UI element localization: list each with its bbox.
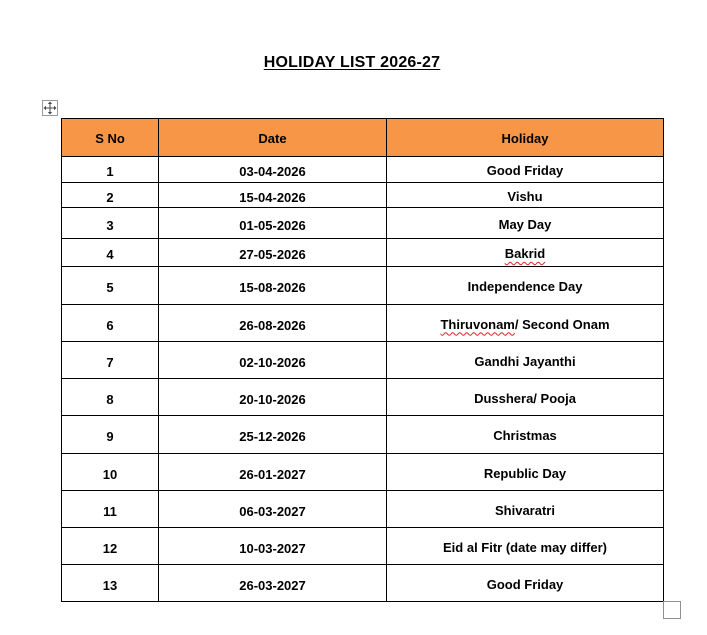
cell-date: 02-10-2026 bbox=[159, 342, 387, 379]
holiday-table bbox=[61, 118, 664, 602]
cell-sno: 12 bbox=[62, 528, 159, 565]
cell-date: 03-04-2026 bbox=[159, 157, 387, 183]
column-header-sno: S No bbox=[62, 119, 159, 157]
cell-holiday: Eid al Fitr (date may differ) bbox=[387, 528, 664, 565]
table-row bbox=[62, 183, 664, 208]
cell-date: 20-10-2026 bbox=[159, 379, 387, 416]
cell-sno: 11 bbox=[62, 491, 159, 528]
cell-date: 10-03-2027 bbox=[159, 528, 387, 565]
cell-holiday bbox=[387, 239, 664, 267]
table-row bbox=[62, 454, 664, 491]
cell-date: 01-05-2026 bbox=[159, 208, 387, 239]
spellcheck-word[interactable]: Bakrid bbox=[504, 246, 546, 261]
table-row bbox=[62, 239, 664, 267]
table-header-row bbox=[62, 119, 664, 157]
cell-sno: 10 bbox=[62, 454, 159, 491]
table-row bbox=[62, 565, 664, 602]
cell-sno: 5 bbox=[62, 267, 159, 305]
cell-sno: 3 bbox=[62, 208, 159, 239]
cell-date: 15-08-2026 bbox=[159, 267, 387, 305]
cell-date: 15-04-2026 bbox=[159, 183, 387, 208]
table-row bbox=[62, 416, 664, 454]
table-row bbox=[62, 208, 664, 239]
cell-sno: 7 bbox=[62, 342, 159, 379]
table-row bbox=[62, 267, 664, 305]
cell-sno: 8 bbox=[62, 379, 159, 416]
cell-date: 06-03-2027 bbox=[159, 491, 387, 528]
column-header-date: Date bbox=[159, 119, 387, 157]
cell-holiday: Gandhi Jayanthi bbox=[387, 342, 664, 379]
cell-sno: 2 bbox=[62, 183, 159, 208]
cell-sno: 13 bbox=[62, 565, 159, 602]
cell-holiday: Good Friday bbox=[387, 565, 664, 602]
move-arrows-icon bbox=[43, 101, 57, 115]
cell-date: 26-01-2027 bbox=[159, 454, 387, 491]
table-row bbox=[62, 528, 664, 565]
table-row bbox=[62, 305, 664, 342]
cell-holiday: Independence Day bbox=[387, 267, 664, 305]
cell-sno: 6 bbox=[62, 305, 159, 342]
table-resize-handle-icon[interactable] bbox=[663, 601, 681, 619]
cell-holiday: Shivaratri bbox=[387, 491, 664, 528]
table-move-handle-icon[interactable] bbox=[42, 100, 58, 116]
cell-date: 26-08-2026 bbox=[159, 305, 387, 342]
cell-sno: 4 bbox=[62, 239, 159, 267]
cell-holiday: May Day bbox=[387, 208, 664, 239]
cell-sno: 1 bbox=[62, 157, 159, 183]
page-title: HOLIDAY LIST 2026-27 bbox=[263, 54, 441, 71]
cell-date: 27-05-2026 bbox=[159, 239, 387, 267]
cell-holiday: Vishu bbox=[387, 183, 664, 208]
cell-holiday bbox=[387, 305, 664, 342]
table-row bbox=[62, 342, 664, 379]
cell-holiday-suffix: / Second Onam bbox=[514, 316, 610, 332]
cell-date: 26-03-2027 bbox=[159, 565, 387, 602]
cell-date: 25-12-2026 bbox=[159, 416, 387, 454]
cell-holiday: Republic Day bbox=[387, 454, 664, 491]
spellcheck-word[interactable]: Thiruvonam bbox=[440, 316, 515, 332]
column-header-holiday: Holiday bbox=[387, 119, 664, 157]
cell-holiday: Good Friday bbox=[387, 157, 664, 183]
table-row bbox=[62, 491, 664, 528]
cell-sno: 9 bbox=[62, 416, 159, 454]
cell-holiday: Dusshera/ Pooja bbox=[387, 379, 664, 416]
cell-holiday: Christmas bbox=[387, 416, 664, 454]
table-row bbox=[62, 379, 664, 416]
table-row bbox=[62, 157, 664, 183]
